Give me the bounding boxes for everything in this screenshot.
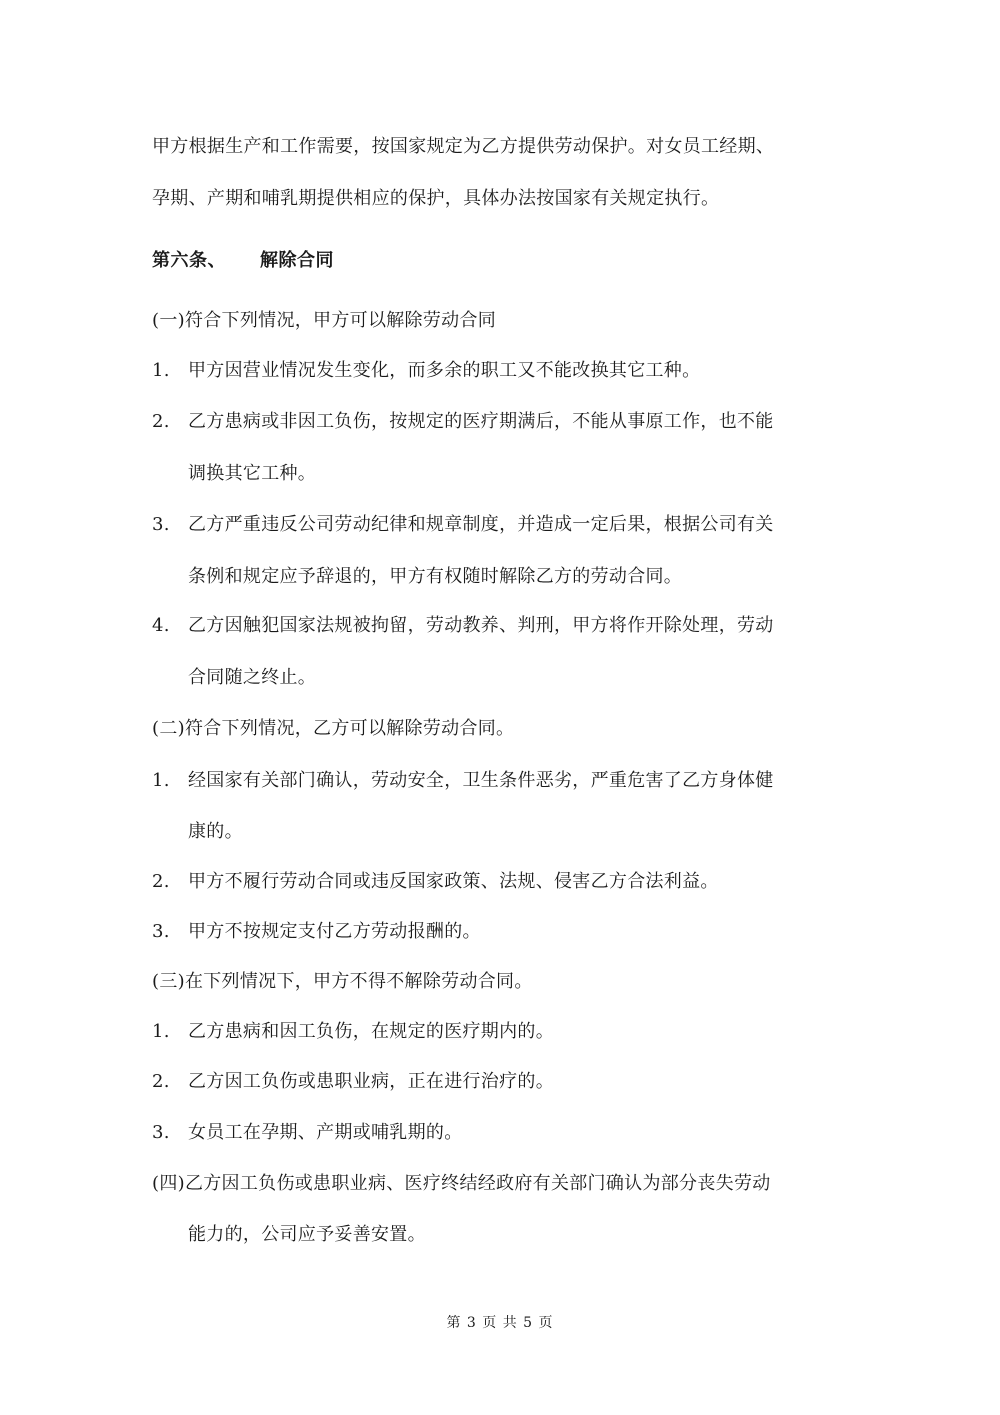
item-number: 1. <box>152 1021 170 1042</box>
section-1-item-2 <box>152 410 774 434</box>
section-2-item-3 <box>152 920 481 944</box>
item-text: 经国家有关部门确认，劳动安全，卫生条件恶劣，严重危害了乙方身体健 <box>188 770 774 791</box>
intro-line-1: 甲方根据生产和工作需要，按国家规定为乙方提供劳动保护。对女员工经期、 <box>152 136 775 157</box>
section-1-item-4 <box>152 614 774 638</box>
section-3-header: (三)在下列情况下，甲方不得不解除劳动合同。 <box>152 971 533 992</box>
item-number: 4. <box>152 615 170 636</box>
section-1-item-4-cont: 合同随之终止。 <box>188 667 317 688</box>
section-1-item-3 <box>152 513 774 537</box>
section-3-item-3 <box>152 1121 463 1145</box>
item-text: 乙方患病和因工负伤，在规定的医疗期内的。 <box>188 1021 554 1042</box>
section-1-item-2-cont: 调换其它工种。 <box>188 463 317 484</box>
item-text: 甲方因营业情况发生变化，而多余的职工又不能改换其它工种。 <box>188 360 701 381</box>
section-3-item-2 <box>152 1070 554 1094</box>
item-number: 1. <box>152 360 170 381</box>
section-1-item-3-cont: 条例和规定应予辞退的，甲方有权随时解除乙方的劳动合同。 <box>188 566 683 587</box>
page-footer: 第 3 页 共 5 页 <box>446 1315 554 1331</box>
article-title: 解除合同 <box>260 250 334 271</box>
item-text: 乙方因触犯国家法规被拘留，劳动教养、判刑，甲方将作开除处理，劳动 <box>188 615 774 636</box>
item-text: 乙方严重违反公司劳动纪律和规章制度，并造成一定后果，根据公司有关 <box>188 514 774 535</box>
item-text: 甲方不按规定支付乙方劳动报酬的。 <box>188 921 481 942</box>
section-1-header: (一)符合下列情况，甲方可以解除劳动合同 <box>152 310 497 331</box>
item-number: 1. <box>152 770 170 791</box>
intro-line-2: 孕期、产期和哺乳期提供相应的保护，具体办法按国家有关规定执行。 <box>152 188 720 209</box>
article-6-heading <box>152 249 334 273</box>
section-4-line-1: (四)乙方因工负伤或患职业病、医疗终结经政府有关部门确认为部分丧失劳动 <box>152 1173 771 1194</box>
section-1-item-1 <box>152 359 700 383</box>
item-number: 3. <box>152 1122 170 1143</box>
item-number: 3. <box>152 514 170 535</box>
item-text: 女员工在孕期、产期或哺乳期的。 <box>188 1122 463 1143</box>
section-4-line-2: 能力的，公司应予妥善安置。 <box>188 1224 426 1245</box>
section-2-item-1 <box>152 769 774 793</box>
item-text: 乙方因工负伤或患职业病，正在进行治疗的。 <box>188 1071 554 1092</box>
section-3-item-1 <box>152 1020 554 1044</box>
item-number: 2. <box>152 411 170 432</box>
item-number: 2. <box>152 871 170 892</box>
article-number: 第六条、 <box>152 250 226 271</box>
item-number: 2. <box>152 1071 170 1092</box>
section-2-item-1-cont: 康的。 <box>188 821 243 842</box>
section-2-item-2 <box>152 870 719 894</box>
item-text: 甲方不履行劳动合同或违反国家政策、法规、侵害乙方合法利益。 <box>188 871 719 892</box>
item-text: 乙方患病或非因工负伤，按规定的医疗期满后，不能从事原工作，也不能 <box>188 411 774 432</box>
item-number: 3. <box>152 921 170 942</box>
section-2-header: (二)符合下列情况，乙方可以解除劳动合同。 <box>152 718 515 739</box>
